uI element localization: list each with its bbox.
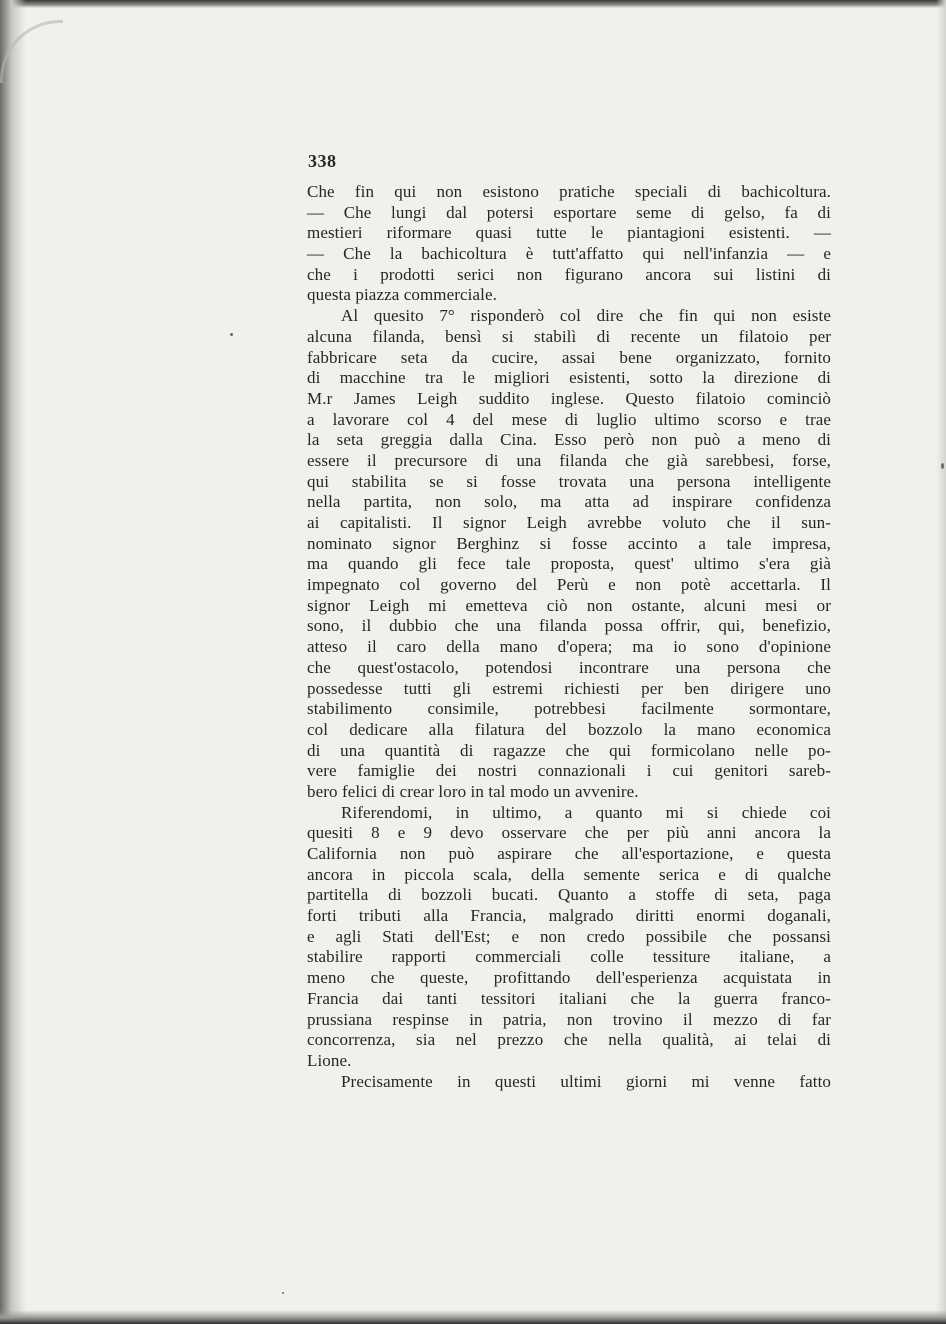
text-line: signor Leigh mi emetteva ciò non ostante, alcuni mesi or (307, 595, 831, 615)
text-line: Lione. (307, 1050, 352, 1070)
text-line: partitella di bozzoli bucati. Quanto a stoffe di seta, paga (307, 885, 831, 905)
text-line: ancora in piccola scala, della semente serica e di qualche (307, 864, 831, 884)
text-line: nella partita, non solo, ma atta ad inspirare confidenza (307, 492, 831, 512)
text-line: che i prodotti serici non figurano ancora sui listini di (307, 264, 831, 284)
text-line: impegnato col governo del Perù e non potè accettarla. Il (307, 575, 831, 595)
text-line: alcuna filanda, bensì si stabilì di recente un filatoio per (307, 326, 831, 346)
text-line: Precisamente in questi ultimi giorni mi venne fatto (341, 1071, 831, 1091)
paper-speck (941, 463, 944, 469)
text-line: sono, il dubbio che una filanda possa offrir, qui, benefizio, (307, 616, 831, 636)
text-line: — Che lungi dal potersi esportare seme di gelso, fa di (307, 202, 831, 222)
text-line: California non può aspirare che all'esportazione, e questa (307, 844, 831, 863)
text-line: stabilimento consimile, potrebbesi facilmente sormontare, (307, 699, 831, 719)
text-line: stabilire rapporti commerciali colle tessiture italiane, a (307, 947, 831, 967)
text-line: Riferendomi, in ultimo, a quanto mi si chiede coi (341, 802, 831, 822)
text-line: di macchine tra le migliori esistenti, sotto la direzione di (307, 368, 831, 388)
paper-speck (282, 1292, 284, 1294)
text-line: Al quesito 7° risponderò col dire che fin qui non esiste (341, 306, 831, 326)
text-line: nominato signor Berghinz si fosse accinto a tale impresa, (307, 533, 831, 553)
text-line: possedesse tutti gli estremi richiesti per ben dirigere uno (307, 678, 831, 698)
paper-speck (230, 333, 233, 336)
body-text-block (307, 150, 831, 1092)
text-line: la seta greggia dalla Cina. Esso però non può a meno di (307, 430, 831, 450)
text-line: — Che la bachicoltura è tutt'affatto qui nell'infanzia — e (307, 244, 831, 264)
text-line: ma quando gli fece tale proposta, quest' ultimo s'era già (307, 554, 831, 574)
text-line: qui stabilita se si fosse trovata una persona intelligente (307, 471, 831, 491)
text-lines (307, 182, 831, 1092)
text-line: prussiana respinse in patria, non trovino il mezzo di far (307, 1009, 831, 1029)
page-right-edge-shadow (936, 0, 946, 1324)
text-line: forti tributi alla Francia, malgrado diritti enormi doganali, (307, 906, 831, 926)
text-line: a lavorare col 4 del mese di luglio ultimo scorso e trae (307, 409, 831, 429)
text-line: atteso il caro della mano d'opera; ma io sono d'opinione (307, 637, 831, 657)
text-line: Che fin qui non esistono pratiche speciali di bachicoltura. (307, 182, 831, 201)
text-line: questa piazza commerciale. (307, 285, 497, 305)
text-line: fabbricare seta da cucire, assai bene organizzato, fornito (307, 347, 831, 367)
page-top-edge-shadow (0, 0, 946, 8)
text-line: che quest'ostacolo, potendosi incontrare una persona che (307, 657, 831, 677)
text-line: essere il precursore di una filanda che già sarebbesi, forse, (307, 450, 831, 470)
text-line: Francia dai tanti tessitori italiani che la guerra franco- (307, 988, 831, 1008)
page-number: 338 (308, 151, 337, 171)
text-line: di una quantità di ragazze che qui formicolano nelle po- (307, 740, 831, 760)
text-line: ai capitalisti. Il signor Leigh avrebbe voluto che il sun- (307, 513, 831, 532)
text-line: M.r James Leigh suddito inglese. Questo filatoio cominciò (307, 388, 831, 408)
text-line: meno che queste, profittando dell'esperienza acquistata in (307, 968, 831, 988)
text-line: concorrenza, sia nel prezzo che nella qualità, ai telai di (307, 1030, 831, 1050)
page-left-edge-shadow (0, 0, 26, 1324)
text-line: bero felici di crear loro in tal modo un avvenire. (307, 781, 639, 801)
text-line: mestieri riformare quasi tutte le piantagioni esistenti. — (307, 223, 831, 243)
text-line: quesiti 8 e 9 devo osservare che per più anni ancora la (307, 823, 831, 843)
page-bottom-edge-shadow (0, 1310, 946, 1324)
text-line: col dedicare alla filatura del bozzolo la mano economica (307, 719, 831, 739)
text-line: e agli Stati dell'Est; e non credo possibile che possansi (307, 926, 831, 946)
text-line: vere famiglie dei nostri connazionali i cui genitori sareb- (307, 761, 831, 781)
